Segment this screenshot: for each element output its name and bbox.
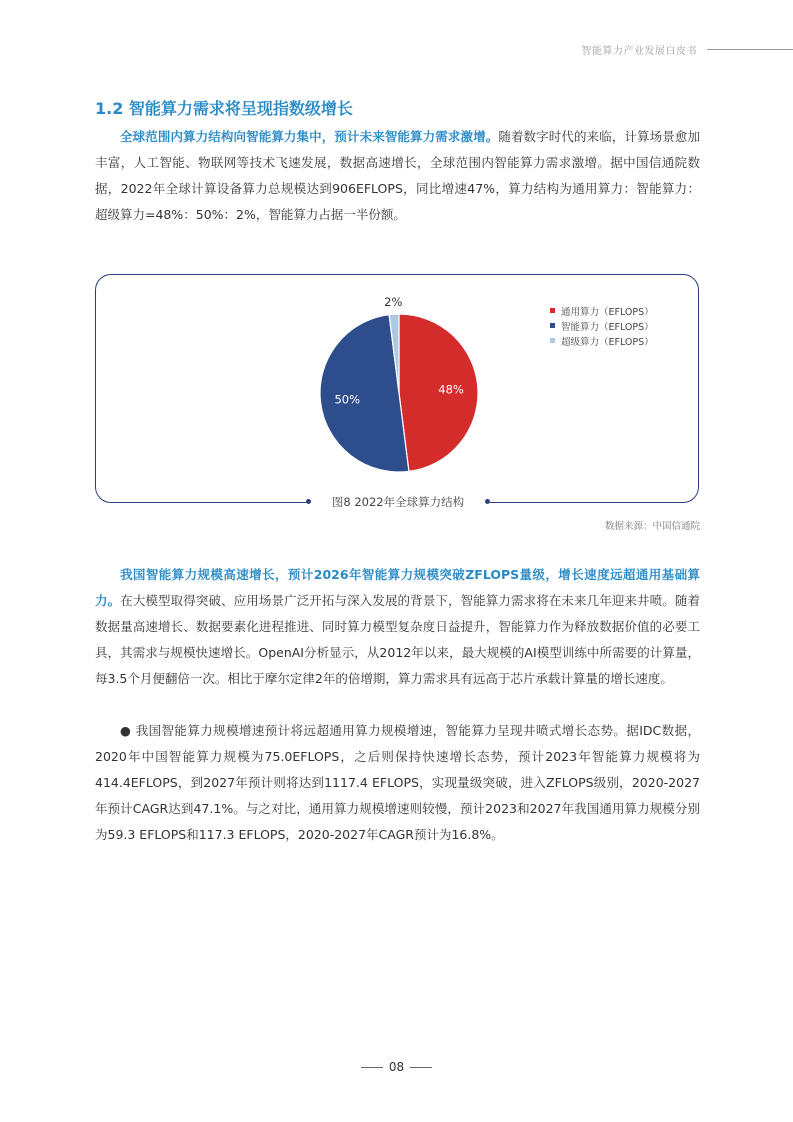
- paragraph-1: [95, 124, 700, 228]
- legend-item-slice-intelligent: [550, 318, 654, 333]
- section-title: 1.2 智能算力需求将呈现指数级增长: [95, 99, 353, 118]
- page-footer: [0, 1060, 793, 1074]
- figure-caption: 图8 2022年全球算力结构: [331, 495, 465, 509]
- paragraph-1-lead: 全球范围内算力结构向智能算力集中，预计未来智能算力需求激增。: [120, 129, 499, 144]
- paragraph-1-body: 随着数字时代的来临，计算场景愈加丰富，人工智能、物联网等技术飞速发展，数据高速增长，全球范围内智能算力需求激增。据中国信通院数据，2022年全球计算设备算力总规模达到906EFLOPS，同比增速47%，算力结构为通用算力：智能算力：超级算力=48%：50%：2%，智能算力占据一半份额。: [95, 129, 700, 222]
- paragraph-2: [95, 562, 700, 692]
- pie-label-slice-super: 2%: [384, 295, 403, 310]
- legend-item-slice-super: [550, 333, 654, 348]
- legend-swatch: [550, 308, 555, 313]
- page-number: 08: [388, 1060, 405, 1074]
- footer-rule-left: [361, 1067, 383, 1068]
- figure-source: 数据来源：中国信通院: [604, 521, 700, 532]
- legend-label: 通用算力（EFLOPS）: [561, 306, 654, 318]
- header-rule: [707, 49, 793, 50]
- footer-rule-right: [410, 1067, 432, 1068]
- legend-label: 超级算力（EFLOPS）: [561, 336, 654, 348]
- pie-label-slice-general: 48%: [438, 382, 464, 397]
- legend-swatch: [550, 338, 555, 343]
- legend-swatch: [550, 323, 555, 328]
- paragraph-2-body: 在大模型取得突破、应用场景广泛开拓与深入发展的背景下，智能算力需求将在未来几年迎来井喷。随着数据量高速增长、数据要素化进程推进、同时算力模型复杂度日益提升，智能算力作为释放数据价值的必要工具，其需求与规模快速增长。OpenAI分析显示，从2012年以来，最大规模的AI模型训练中所需要的计算量，每3.5个月便翻倍一次。相比于摩尔定律2年的倍增期，算力需求具有远高于芯片承载计算量的增长速度。: [95, 593, 700, 686]
- paragraph-3-body: ● 我国智能算力规模增速预计将远超通用算力规模增速，智能算力呈现井喷式增长态势。据IDC数据，2020年中国智能算力规模为75.0EFLOPS，之后则保持快速增长态势，预计2023年智能算力规模将为414.4EFLOPS，到2027年预计则将达到1117.4 EFLOPS，实现量级突破，进入ZFLOPS级别，2020-2027年预计CAGR达到47.1%。与之对比，通用算力规模增速则较慢，预计2023和2027年我国通用算力规模分别为59.3 EFLOPS和117.3 EFLOPS，2020-2027年CAGR预计为16.8%。: [95, 723, 700, 842]
- header-title: 智能算力产业发展白皮书: [581, 45, 697, 57]
- caption-dot-right: [485, 499, 490, 504]
- caption-dot-left: [306, 499, 311, 504]
- legend-item-slice-general: [550, 303, 654, 318]
- paragraph-2-lead: 我国智能算力规模高速增长，预计2026年智能算力规模突破ZFLOPS量级，增长速度远超通用基础算力。: [95, 567, 700, 608]
- chart-legend: [550, 303, 654, 348]
- figure-caption-wrap: [306, 493, 490, 511]
- paragraph-3: [95, 718, 700, 848]
- page-header: [582, 40, 793, 58]
- pie-label-slice-intelligent: 50%: [334, 392, 361, 407]
- legend-label: 智能算力（EFLOPS）: [561, 321, 654, 333]
